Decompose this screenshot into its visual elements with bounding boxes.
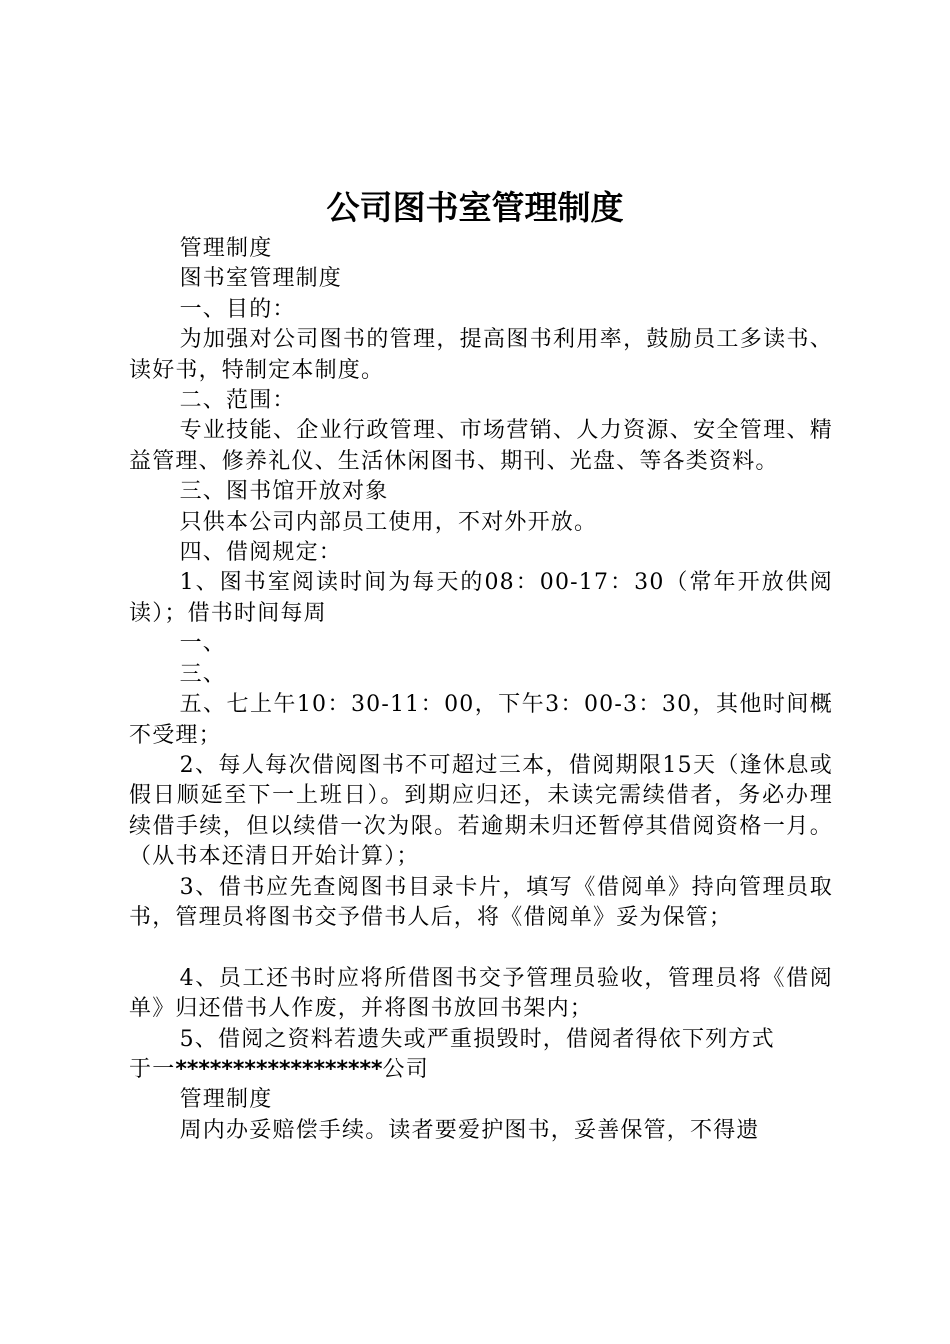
rule-item: 4、员工还书时应将所借图书交予管理员验收，管理员将《借阅单》归还借书人作废，并将图书放回书架内；: [129, 965, 833, 1022]
rule-item: 5、借阅之资料若遗失或严重损毁时，借阅者得依下列方式: [179, 1026, 775, 1052]
document-body: [129, 234, 833, 1146]
paragraph: 只供本公司内部员工使用，不对外开放。: [179, 509, 598, 535]
company-line: [129, 1055, 833, 1085]
rule-item: 1、图书室阅读时间为每天的08：00-17：30（常年开放供阅读）；借书时间每周: [129, 570, 833, 626]
document-title: 公司图书室管理制度: [326, 188, 624, 227]
company-name-masked: ******************: [175, 1056, 383, 1082]
paragraph: 管理制度: [179, 236, 273, 261]
company-suffix: 公司: [382, 1056, 429, 1082]
paragraph: 三、: [179, 661, 226, 687]
paragraph: 为加强对公司图书的管理，提高图书利用率，鼓励员工多读书、读好书，特制定本制度。: [129, 327, 833, 383]
rule-item: 3、借书应先查阅图书目录卡片，填写《借阅单》持向管理员取书，管理员将图书交予借书人后，将《借阅单》妥为保管；: [129, 874, 833, 930]
paragraph: 一、: [179, 631, 226, 657]
section-heading: 四、借阅规定：: [179, 540, 342, 566]
section-heading: 一、目的：: [179, 296, 296, 322]
paragraph: 五、七上午10：30-11：00，下午3：00-3：30，其他时间概不受理；: [129, 692, 833, 748]
section-heading: 二、范围：: [179, 388, 296, 414]
company-prefix: 于一: [129, 1056, 176, 1082]
paragraph: 图书室管理制度: [179, 266, 342, 292]
blank-line: [129, 933, 833, 963]
paragraph: 管理制度: [179, 1087, 273, 1113]
rule-item: 2、每人每次借阅图书不可超过三本，借阅期限15天（逢休息或假日顺延至下一上班日）。到期应归还，未读完需续借者，务必办理续借手续，但以续借一次为限。若逾期未归还暂停其借阅资格一月。（从书本还清日开始计算）；: [129, 752, 833, 870]
section-heading: 三、图书馆开放对象: [179, 479, 389, 505]
paragraph: 周内办妥赔偿手续。读者要爱护图书，妥善保管，不得遗: [179, 1117, 760, 1143]
paragraph: 专业技能、企业行政管理、市场营销、人力资源、安全管理、精益管理、修养礼仪、生活休闲图书、期刊、光盘、等各类资料。: [129, 418, 833, 474]
